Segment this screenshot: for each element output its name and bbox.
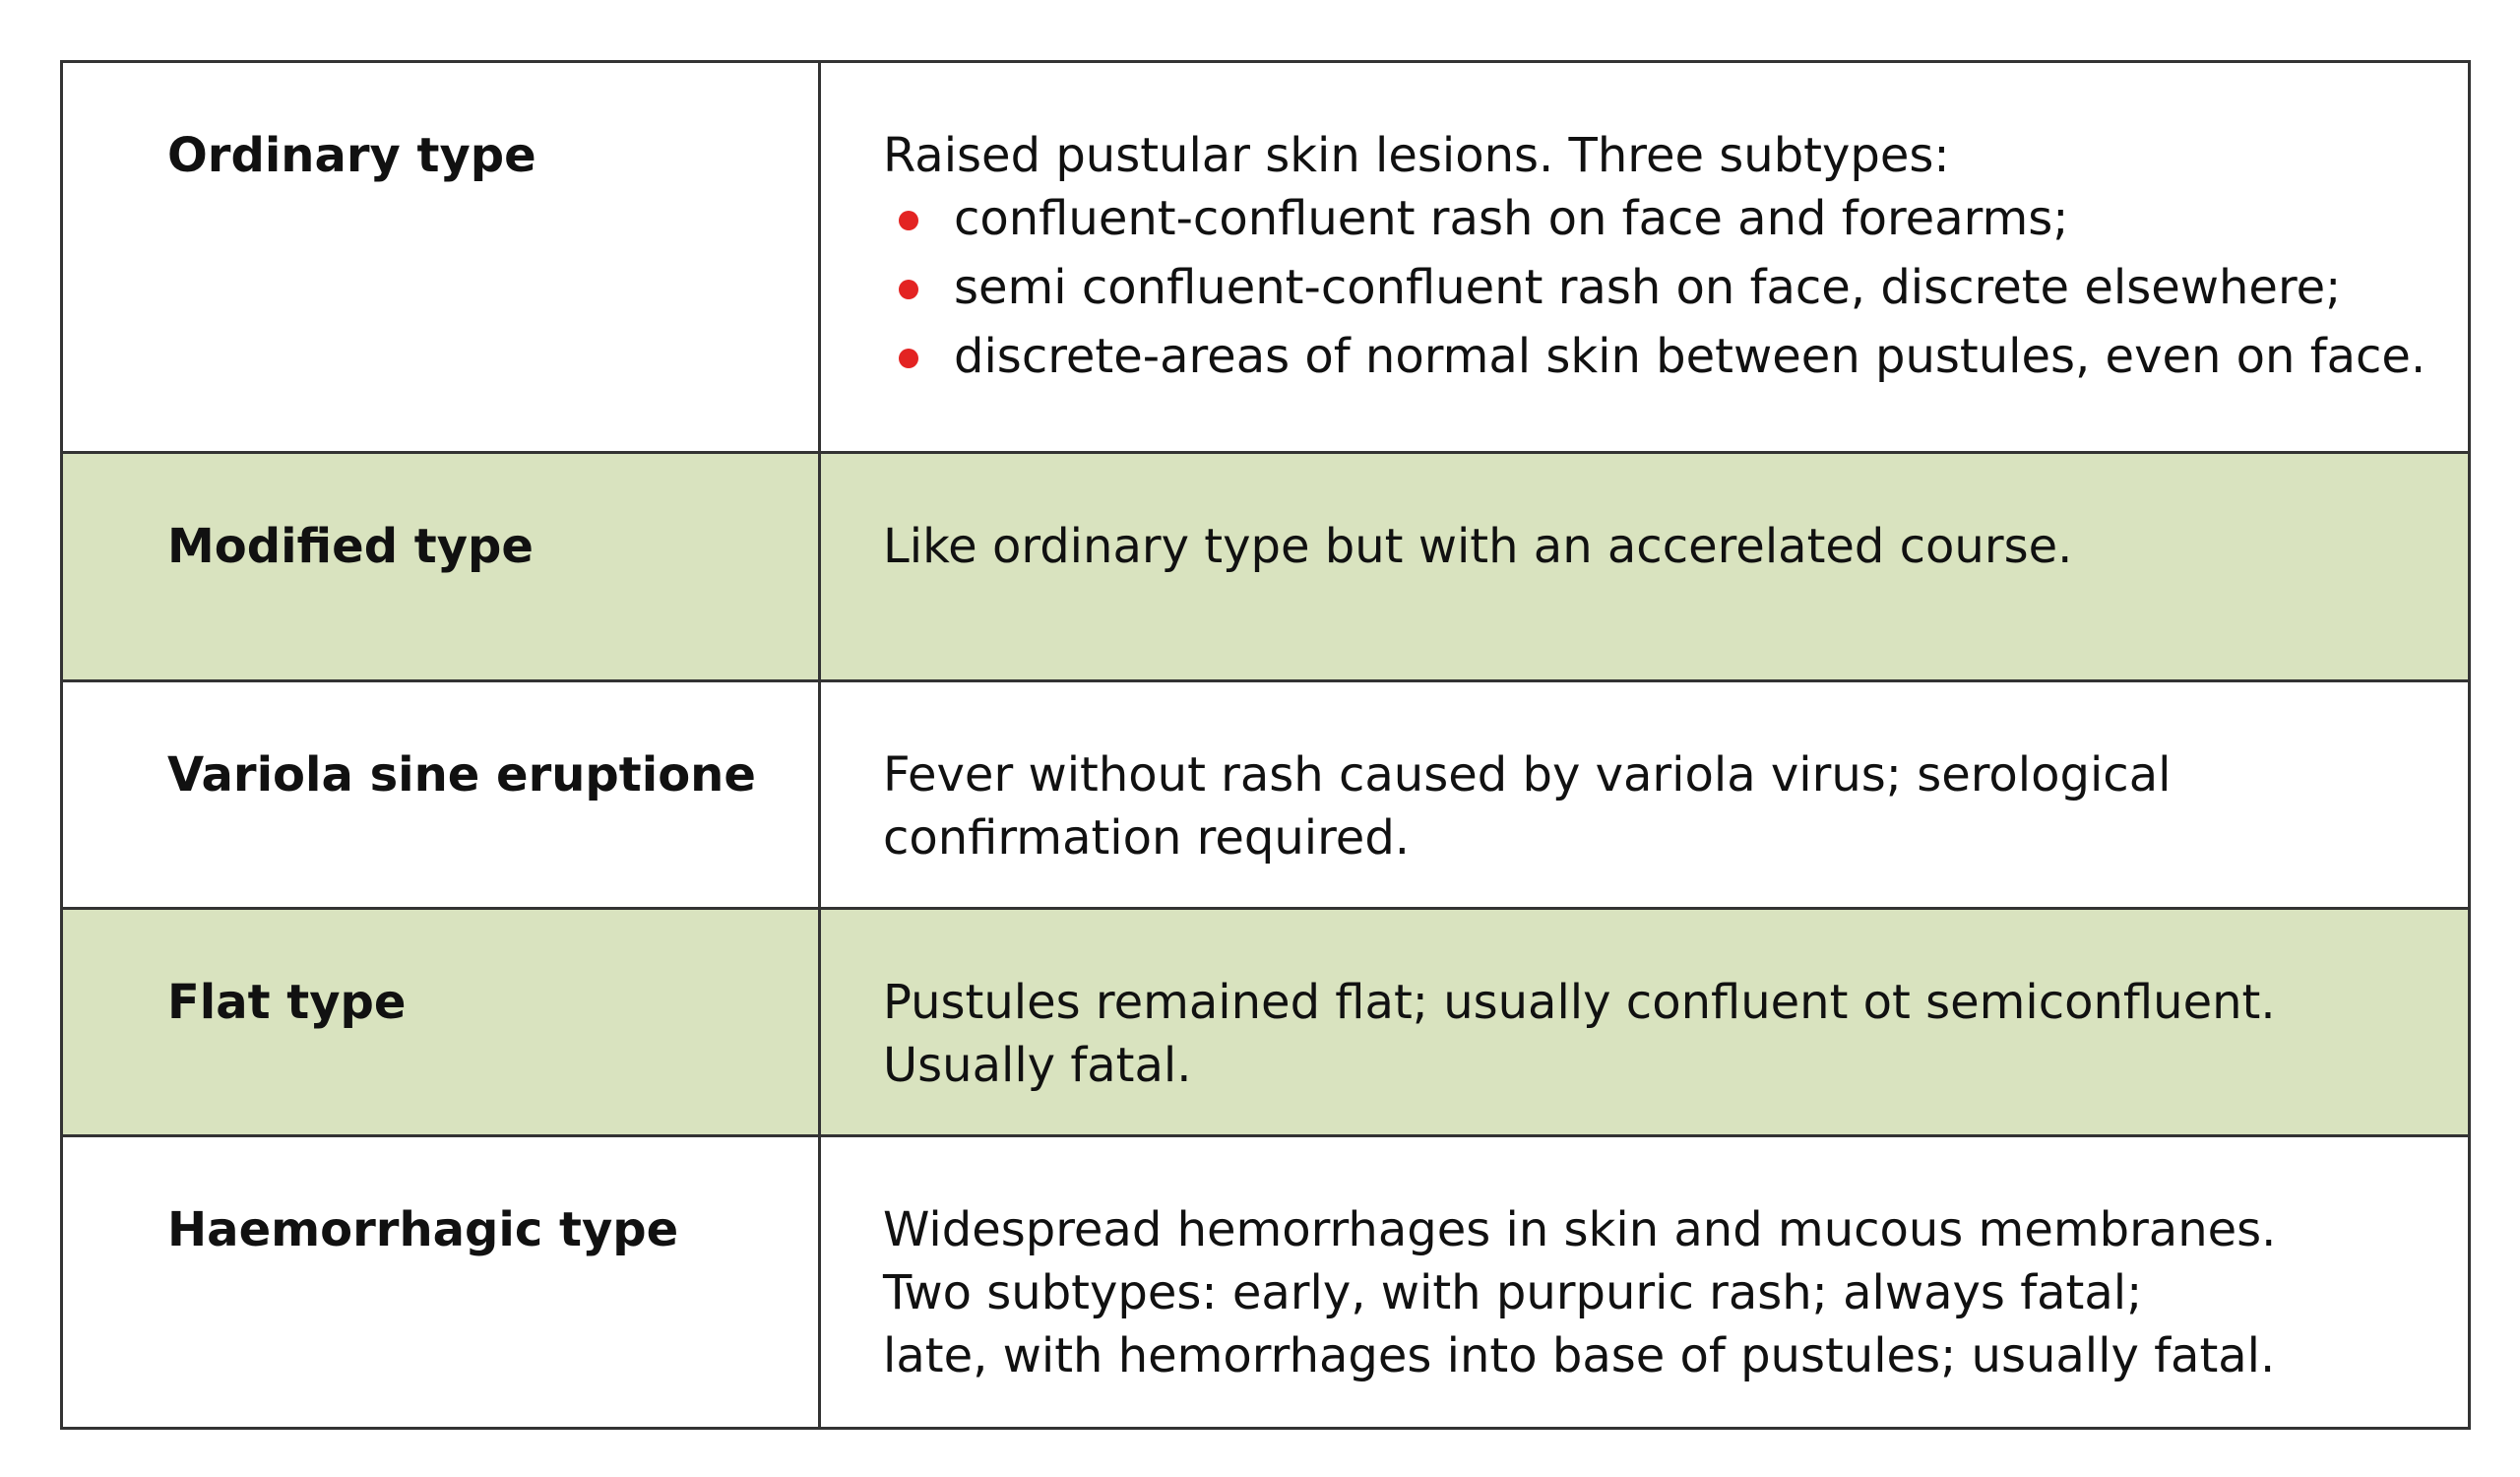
row-label: Modified type	[63, 454, 821, 679]
row-label: Ordinary type	[63, 63, 821, 451]
table-row-haemorrhagic-type	[63, 1137, 2468, 1427]
description-line: Usually fatal.	[883, 1038, 1192, 1093]
description-intro: Raised pustular skin lesions. Three subtypes:	[883, 128, 1950, 183]
row-description	[821, 682, 2468, 907]
table-row-modified-type	[63, 454, 2468, 682]
description-line: confirmation required.	[883, 810, 1411, 866]
row-label: Haemorrhagic type	[63, 1137, 821, 1427]
table-row-variola-sine-eruptione	[63, 682, 2468, 910]
list-item-text: confluent-confluent rash on face and forearms;	[954, 191, 2069, 246]
row-description	[821, 454, 2468, 679]
bullet-dot-icon	[899, 211, 918, 230]
list-item-text: discrete-areas of normal skin between pustules, even on face.	[954, 329, 2426, 384]
list-item	[883, 325, 2438, 388]
description-line: Fever without rash caused by variola virus; serological	[883, 747, 2172, 803]
list-item-text: semi confluent-confluent rash on face, discrete elsewhere;	[954, 260, 2342, 315]
bullet-dot-icon	[899, 349, 918, 368]
row-label: Variola sine eruptione	[63, 682, 821, 907]
bullet-dot-icon	[899, 280, 918, 299]
table-row-ordinary-type	[63, 63, 2468, 454]
row-description	[821, 910, 2468, 1134]
description-line: Pustules remained flat; usually confluent ot semiconfluent.	[883, 975, 2276, 1030]
row-description	[821, 63, 2468, 451]
row-label: Flat type	[63, 910, 821, 1134]
list-item	[883, 256, 2438, 319]
list-item	[883, 187, 2438, 250]
description-line: Two subtypes: early, with purpuric rash; always fatal;	[883, 1265, 2143, 1320]
description-line: late, with hemorrhages into base of pustules; usually fatal.	[883, 1328, 2276, 1383]
smallpox-types-table	[60, 60, 2471, 1430]
description-line: Widespread hemorrhages in skin and mucous membranes.	[883, 1202, 2277, 1257]
subtype-list	[883, 187, 2438, 388]
description-line: Like ordinary type but with an accerelated course.	[883, 519, 2073, 574]
row-description	[821, 1137, 2468, 1427]
table-row-flat-type	[63, 910, 2468, 1137]
